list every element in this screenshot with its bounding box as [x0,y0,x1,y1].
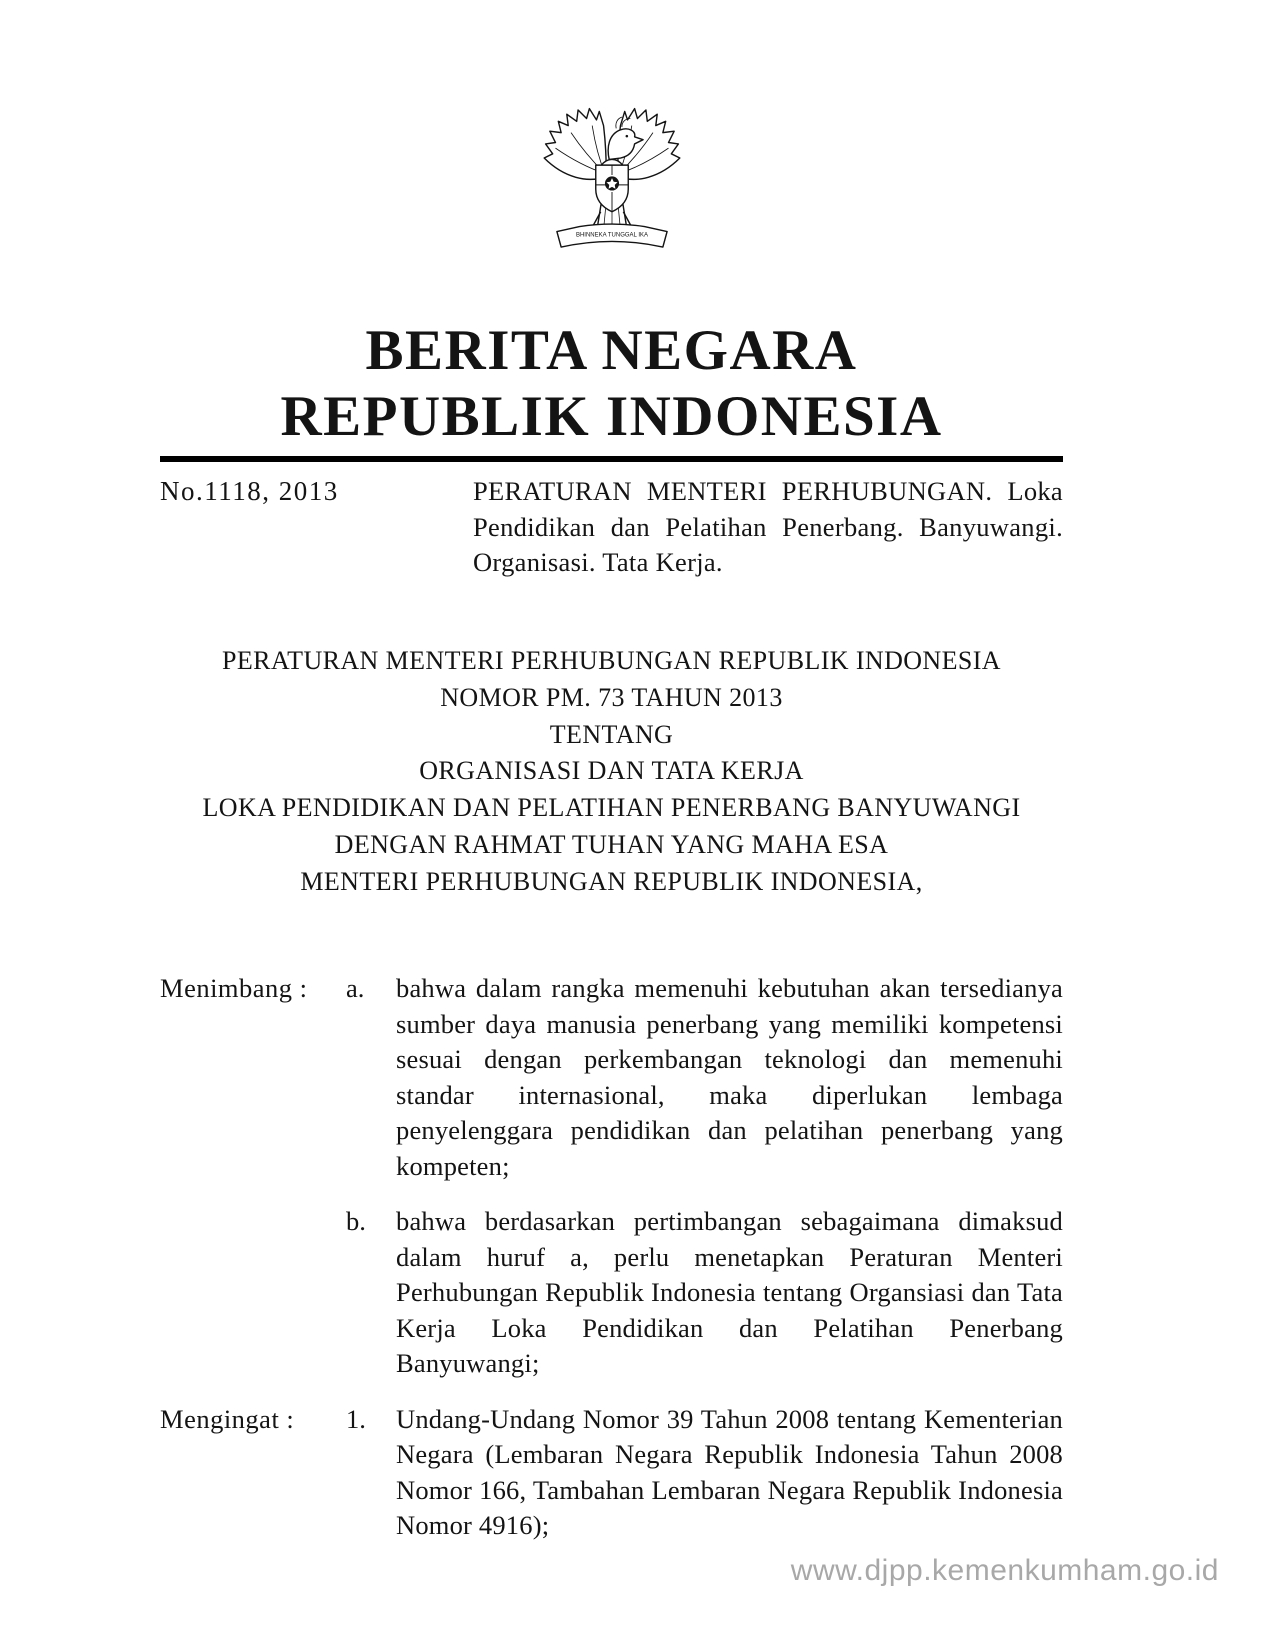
mengingat-label: Mengingat : [160,1403,295,1434]
clauses-section [160,971,1063,1544]
issue-number: No.1118, 2013 [160,476,339,507]
item-marker: 1. [346,1403,366,1434]
item-text: Undang-Undang Nomor 39 Tahun 2008 tentang Kementerian Negara (Lembaran Negara Republik Indonesia Tahun 2008 Nomor 166, Tambahan Lembaran Negara Republik Indonesia Nomor 4916); [396,1403,1063,1541]
subject-summary: PERATURAN MENTERI PERHUBUNGAN. Loka Pendidikan dan Pelatihan Penerbang. Banyuwangi. Organisasi. Tata Kerja. [473,476,1063,578]
masthead-line2: REPUBLIK INDONESIA [280,385,943,449]
item-text: bahwa berdasarkan pertimbangan sebagaimana dimaksud dalam huruf a, perlu menetapkan Peraturan Menteri Perhubungan Republik Indonesia tentang Organsiasi dan Tata Kerja Loka Pendidikan dan Pelatihan Penerbang Banyuwangi; [396,1206,1063,1379]
garuda-pancasila-emblem [160,86,1063,276]
masthead [160,318,1063,450]
invocation-line: DENGAN RAHMAT TUHAN YANG MAHA ESA [334,830,889,860]
title-line-1: PERATURAN MENTERI PERHUBUNGAN REPUBLIK INDONESIA [222,645,1001,675]
title-line-3: TENTANG [549,719,674,749]
issue-header-row [160,474,1063,581]
site-watermark: www.djpp.kemenkumham.go.id [790,1554,1219,1587]
item-marker: b. [346,1206,366,1237]
title-line-2: NOMOR PM. 73 TAHUN 2013 [440,682,783,712]
menimbang-label: Menimbang : [160,973,308,1004]
emblem-motto: BHINNEKA TUNGGAL IKA [575,232,648,239]
masthead-line1: BERITA NEGARA [365,319,858,382]
title-line-5: LOKA PENDIDIKAN DAN PELATIHAN PENERBANG BANYUWANGI [202,793,1021,823]
mengingat-item-1 [160,1402,1063,1544]
menimbang-item-a [160,971,1063,1184]
garuda-eagle-icon [527,86,697,264]
title-line-4: ORGANISASI DAN TATA KERJA [419,756,804,786]
masthead-rule [160,456,1063,462]
item-text: bahwa dalam rangka memenuhi kebutuhan akan tersedianya sumber daya manusia penerbang yang memiliki kompetensi sesuai dengan perkembangan teknologi dan memenuhi standar internasional, maka diperlukan lembaga penyelenggara pendidikan dan pelatihan penerbang yang kompeten; [396,973,1063,1181]
menimbang-item-b [160,1204,1063,1382]
authority-line: MENTERI PERHUBUNGAN REPUBLIK INDONESIA, [300,867,923,897]
regulation-title-block [160,643,1063,901]
item-marker: a. [346,973,365,1004]
